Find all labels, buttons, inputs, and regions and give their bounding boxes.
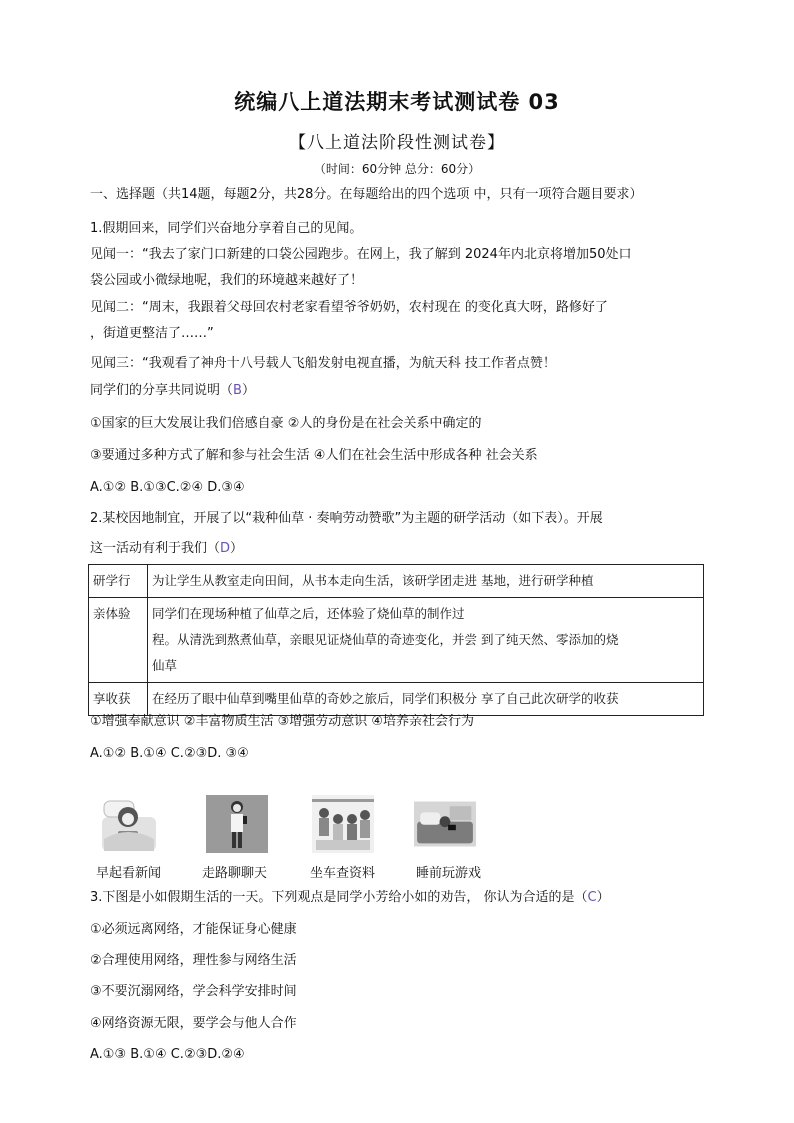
cell-line: 仙草 bbox=[152, 658, 178, 673]
exam-meta: （时间：60分钟 总分：60分） bbox=[313, 162, 481, 176]
q1-answer: B bbox=[233, 383, 242, 398]
caption: 睡前玩游戏 bbox=[416, 866, 482, 881]
q1-line: 袋公园或小微绿地呢，我们的环境越来越好了！ bbox=[90, 273, 364, 288]
table-row bbox=[89, 565, 704, 598]
table-cell bbox=[148, 565, 704, 598]
reading-news-illustration bbox=[98, 795, 160, 853]
q2-prompt-text: 这一活动有利于我们（ bbox=[90, 541, 221, 556]
q3-option: ④网络资源无限，要学会与他人合作 bbox=[90, 1016, 297, 1031]
cell-line: 为让学生从教室走向田间，从书本走向生活，该研学团走进 基地，进行研学种植 bbox=[152, 573, 594, 588]
q2-prompt-close: ） bbox=[230, 541, 244, 556]
q1-stem: 1.假期回来，同学们兴奋地分享着自己的见闻。 bbox=[90, 221, 363, 236]
q3-prompt-close: ） bbox=[596, 890, 610, 905]
q1-line: 见闻二：“周末，我跟着父母回农村老家看望爷爷奶奶，农村现在 的变化真大呀，路修好了 bbox=[90, 300, 608, 315]
bed-gaming-illustration bbox=[414, 795, 476, 853]
table-row bbox=[89, 683, 704, 716]
q1-prompt bbox=[90, 382, 255, 400]
cell-line: 在经历了眼中仙草到嘴里仙草的奇妙之旅后，同学们积极分 享了自己此次研学的收获 bbox=[152, 691, 619, 706]
q2-stem: 2.某校因地制宜，开展了以“栽种仙草 · 奏响劳动赞歌”为主题的研学活动（如下表）。开展 bbox=[90, 511, 603, 526]
bus-phone-illustration bbox=[312, 795, 374, 853]
q3-option: ①必须远离网络，才能保证身心健康 bbox=[90, 922, 297, 937]
q2-prompt bbox=[90, 540, 243, 558]
q1-line: 见闻一：“我去了家门口新建的口袋公园跑步。在网上，我了解到 2024年内北京将增加50处口 bbox=[90, 247, 632, 262]
walking-chat-illustration bbox=[206, 795, 268, 853]
caption: 坐车查资料 bbox=[310, 866, 376, 881]
table-cell bbox=[148, 598, 704, 683]
q1-line: ，街道更整洁了……” bbox=[90, 326, 214, 341]
cell-line: 程。从清洗到熬煮仙草，亲眼见证烧仙草的奇迹变化，并尝 到了纯天然、零添加的烧 bbox=[152, 632, 619, 647]
q1-line: 见闻三：“我观看了神舟十八号载人飞船发射电视直播，为航天科 技工作者点赞！ bbox=[90, 356, 556, 371]
table-label: 享收获 bbox=[89, 683, 148, 716]
exam-subtitle: 【八上道法阶段性测试卷】 bbox=[289, 133, 505, 153]
q3-option: ②合理使用网络，理性参与网络生活 bbox=[90, 953, 297, 968]
q3-choices: A.①③ B.①④ C.②③D.②④ bbox=[90, 1047, 245, 1062]
q2-choices: A.①② B.①④ C.②③D. ③④ bbox=[90, 746, 249, 761]
q3-stem bbox=[90, 889, 610, 907]
page-title: 统编八上道法期末考试测试卷 03 bbox=[234, 90, 560, 114]
cell-line: 同学们在现场种植了仙草之后，还体验了烧仙草的制作过 bbox=[152, 606, 465, 621]
caption: 走路聊聊天 bbox=[202, 866, 268, 881]
q1-prompt-text: 同学们的分享共同说明（ bbox=[90, 383, 234, 398]
q3-option: ③不要沉溺网络，学会科学安排时间 bbox=[90, 984, 297, 999]
q3-answer: C bbox=[587, 890, 597, 905]
table-cell bbox=[148, 683, 704, 716]
q1-prompt-close: ） bbox=[241, 383, 255, 398]
table-label: 亲体验 bbox=[89, 598, 148, 683]
q2-options: ①增强奉献意识 ②丰富物质生活 ③增强劳动意识 ④培养亲社会行为 bbox=[90, 714, 475, 729]
q2-answer: D bbox=[220, 541, 231, 556]
table-row bbox=[89, 598, 704, 683]
section-heading: 一、选择题（共14题，每题2分，共28分。在每题给出的四个选项 中，只有一项符合题目要求） bbox=[90, 187, 643, 202]
q1-options: ③要通过多种方式了解和参与社会生活 ④人们在社会生活中形成各种 社会关系 bbox=[90, 448, 538, 463]
q1-choices: A.①② B.①③C.②④ D.③④ bbox=[90, 480, 245, 495]
q3-stem-text: 3.下图是小如假期生活的一天。下列观点是同学小芳给小如的劝告， 你认为合适的是（ bbox=[90, 890, 588, 905]
q1-options: ①国家的巨大发展让我们倍感自豪 ②人的身份是在社会关系中确定的 bbox=[90, 416, 482, 431]
study-table bbox=[88, 564, 704, 716]
caption: 早起看新闻 bbox=[96, 866, 162, 881]
table-label: 研学行 bbox=[89, 565, 148, 598]
